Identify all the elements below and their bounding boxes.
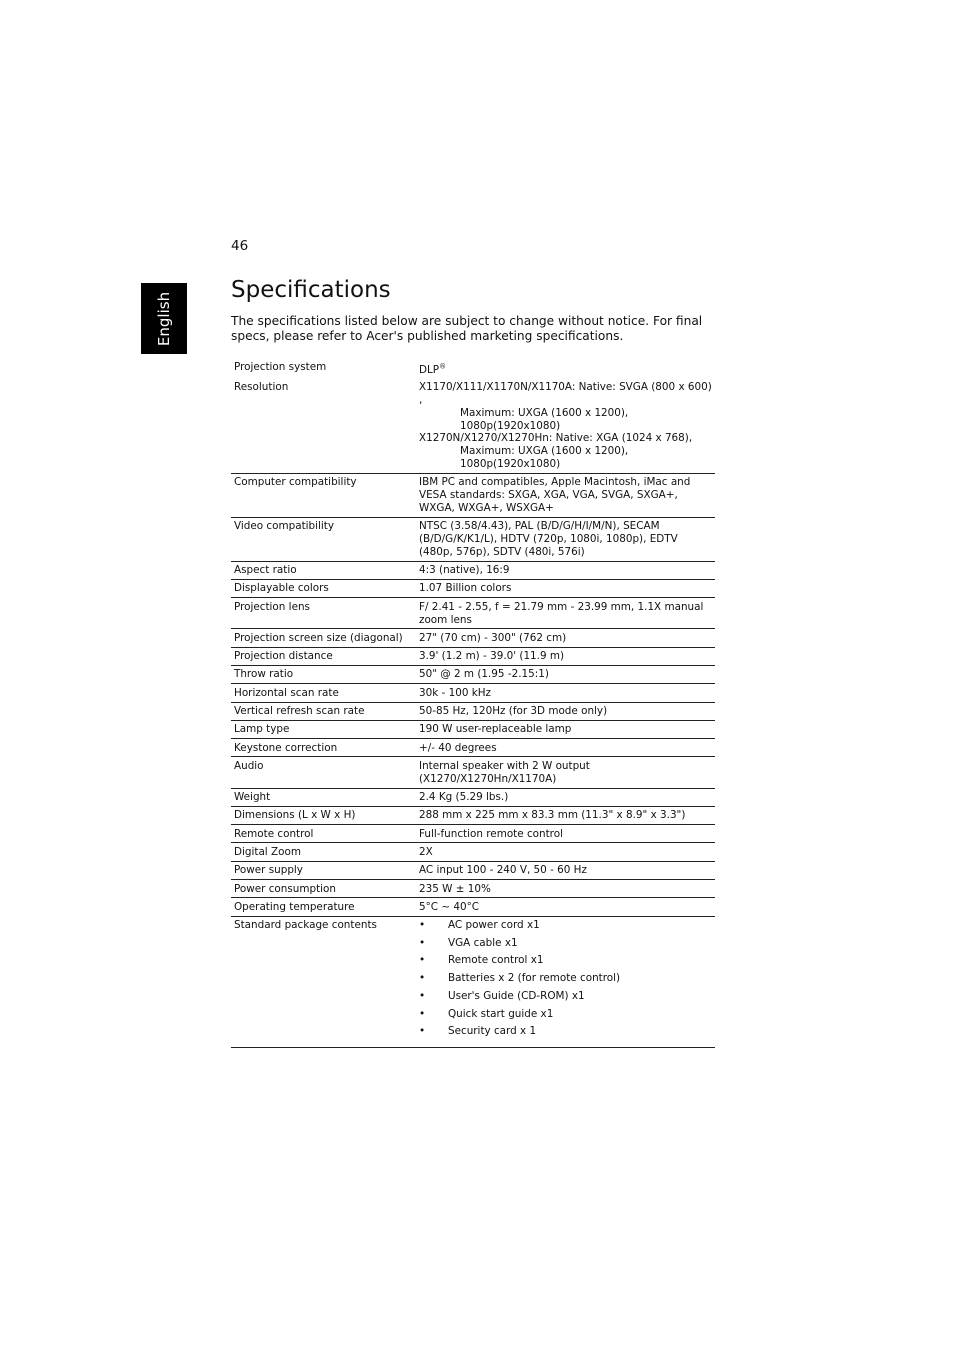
table-row bbox=[231, 825, 715, 843]
resolution-line: Maximum: UXGA (1600 x 1200), bbox=[460, 406, 629, 419]
spec-label: Standard package contents bbox=[231, 916, 416, 1047]
table-row bbox=[231, 561, 715, 579]
table-row bbox=[231, 358, 715, 379]
package-list bbox=[419, 919, 712, 1043]
spec-value: Internal speaker with 2 W output (X1270/X1270Hn/X1170A) bbox=[416, 757, 715, 788]
table-row bbox=[231, 629, 715, 647]
page-title: Specifications bbox=[231, 277, 391, 303]
spec-value: 4:3 (native), 16:9 bbox=[416, 561, 715, 579]
spec-label: Operating temperature bbox=[231, 898, 416, 916]
spec-value: 190 W user-replaceable lamp bbox=[416, 720, 715, 738]
table-row bbox=[231, 702, 715, 720]
table-row bbox=[231, 843, 715, 861]
projection-system-value: DLP bbox=[419, 364, 440, 376]
spec-label: Computer compatibility bbox=[231, 473, 416, 517]
table-row bbox=[231, 684, 715, 702]
spec-value: 1.07 Billion colors bbox=[416, 579, 715, 597]
spec-label: Projection distance bbox=[231, 647, 416, 665]
spec-label: Resolution bbox=[231, 379, 416, 474]
spec-value: 3.9' (1.2 m) - 39.0' (11.9 m) bbox=[416, 647, 715, 665]
spec-value: 235 W ± 10% bbox=[416, 880, 715, 898]
spec-label: Projection screen size (diagonal) bbox=[231, 629, 416, 647]
spec-value bbox=[416, 358, 715, 379]
resolution-line: X1170/X111/X1170N/X1170A: Native: SVGA (800 x 600) , bbox=[419, 381, 712, 407]
spec-value bbox=[416, 379, 715, 474]
spec-label: Video compatibility bbox=[231, 517, 416, 561]
page-number: 46 bbox=[231, 238, 249, 254]
table-row bbox=[231, 647, 715, 665]
list-item: • Remote control x1 bbox=[419, 954, 712, 972]
spec-label: Displayable colors bbox=[231, 579, 416, 597]
table-row bbox=[231, 757, 715, 788]
spec-label: Aspect ratio bbox=[231, 561, 416, 579]
resolution-line: 1080p(1920x1080) bbox=[460, 458, 561, 471]
list-item: • AC power cord x1 bbox=[419, 919, 712, 937]
spec-label: Remote control bbox=[231, 825, 416, 843]
list-item: • Security card x 1 bbox=[419, 1025, 712, 1043]
table-row bbox=[231, 739, 715, 757]
spec-label: Audio bbox=[231, 757, 416, 788]
table-row bbox=[231, 788, 715, 806]
table-row bbox=[231, 579, 715, 597]
list-item: • Quick start guide x1 bbox=[419, 1008, 712, 1026]
table-row bbox=[231, 665, 715, 683]
language-tab-label: English bbox=[155, 291, 173, 346]
table-row bbox=[231, 517, 715, 561]
spec-value: 30k - 100 kHz bbox=[416, 684, 715, 702]
spec-value: 2.4 Kg (5.29 lbs.) bbox=[416, 788, 715, 806]
spec-label: Horizontal scan rate bbox=[231, 684, 416, 702]
spec-label: Power supply bbox=[231, 861, 416, 879]
spec-label: Dimensions (L x W x H) bbox=[231, 806, 416, 824]
table-row bbox=[231, 898, 715, 916]
spec-value: IBM PC and compatibles, Apple Macintosh, iMac and VESA standards: SXGA, XGA, VGA, SVGA, SXGA+, WXGA, WXGA+, WSXGA+ bbox=[416, 473, 715, 517]
registered-mark: ® bbox=[439, 362, 447, 371]
spec-value: +/- 40 degrees bbox=[416, 739, 715, 757]
spec-label: Projection system bbox=[234, 361, 327, 373]
table-row bbox=[231, 379, 715, 474]
spec-label: Throw ratio bbox=[231, 665, 416, 683]
list-item: • Batteries x 2 (for remote control) bbox=[419, 972, 712, 990]
spec-label: Power consumption bbox=[231, 880, 416, 898]
list-item: • User's Guide (CD-ROM) x1 bbox=[419, 990, 712, 1008]
intro-paragraph: The specifications listed below are subject to change without notice. For final specs, please refer to Acer's published marketing specifications. bbox=[231, 314, 703, 343]
table-row bbox=[231, 598, 715, 629]
spec-label: Lamp type bbox=[231, 720, 416, 738]
spec-value: 27" (70 cm) - 300" (762 cm) bbox=[416, 629, 715, 647]
spec-value: 288 mm x 225 mm x 83.3 mm (11.3" x 8.9" x 3.3") bbox=[416, 806, 715, 824]
resolution-line: 1080p(1920x1080) bbox=[460, 419, 561, 432]
spec-value: NTSC (3.58/4.43), PAL (B/D/G/H/I/M/N), SECAM (B/D/G/K/K1/L), HDTV (720p, 1080i, 1080p), EDTV (480p, 576p), SDTV (480i, 576i) bbox=[416, 517, 715, 561]
list-item: • VGA cable x1 bbox=[419, 937, 712, 955]
table-row bbox=[231, 861, 715, 879]
table-row bbox=[231, 473, 715, 517]
spec-table bbox=[231, 358, 715, 1048]
spec-label: Projection lens bbox=[231, 598, 416, 629]
table-row bbox=[231, 806, 715, 824]
table-row bbox=[231, 916, 715, 1047]
spec-label: Weight bbox=[231, 788, 416, 806]
spec-value bbox=[416, 916, 715, 1047]
spec-value: F/ 2.41 - 2.55, f = 21.79 mm - 23.99 mm, 1.1X manual zoom lens bbox=[416, 598, 715, 629]
spec-value: 2X bbox=[416, 843, 715, 861]
spec-value: 50" @ 2 m (1.95 -2.15:1) bbox=[416, 665, 715, 683]
spec-label: Vertical refresh scan rate bbox=[231, 702, 416, 720]
spec-value: 50-85 Hz, 120Hz (for 3D mode only) bbox=[416, 702, 715, 720]
table-row bbox=[231, 880, 715, 898]
spec-value: Full-function remote control bbox=[416, 825, 715, 843]
spec-value: AC input 100 - 240 V, 50 - 60 Hz bbox=[416, 861, 715, 879]
table-row bbox=[231, 720, 715, 738]
resolution-line: Maximum: UXGA (1600 x 1200), bbox=[460, 445, 629, 458]
language-tab bbox=[141, 283, 187, 354]
spec-value: 5°C ~ 40°C bbox=[416, 898, 715, 916]
spec-label: Keystone correction bbox=[231, 739, 416, 757]
spec-label: Digital Zoom bbox=[231, 843, 416, 861]
resolution-line: X1270N/X1270/X1270Hn: Native: XGA (1024 x 768), bbox=[419, 432, 693, 445]
